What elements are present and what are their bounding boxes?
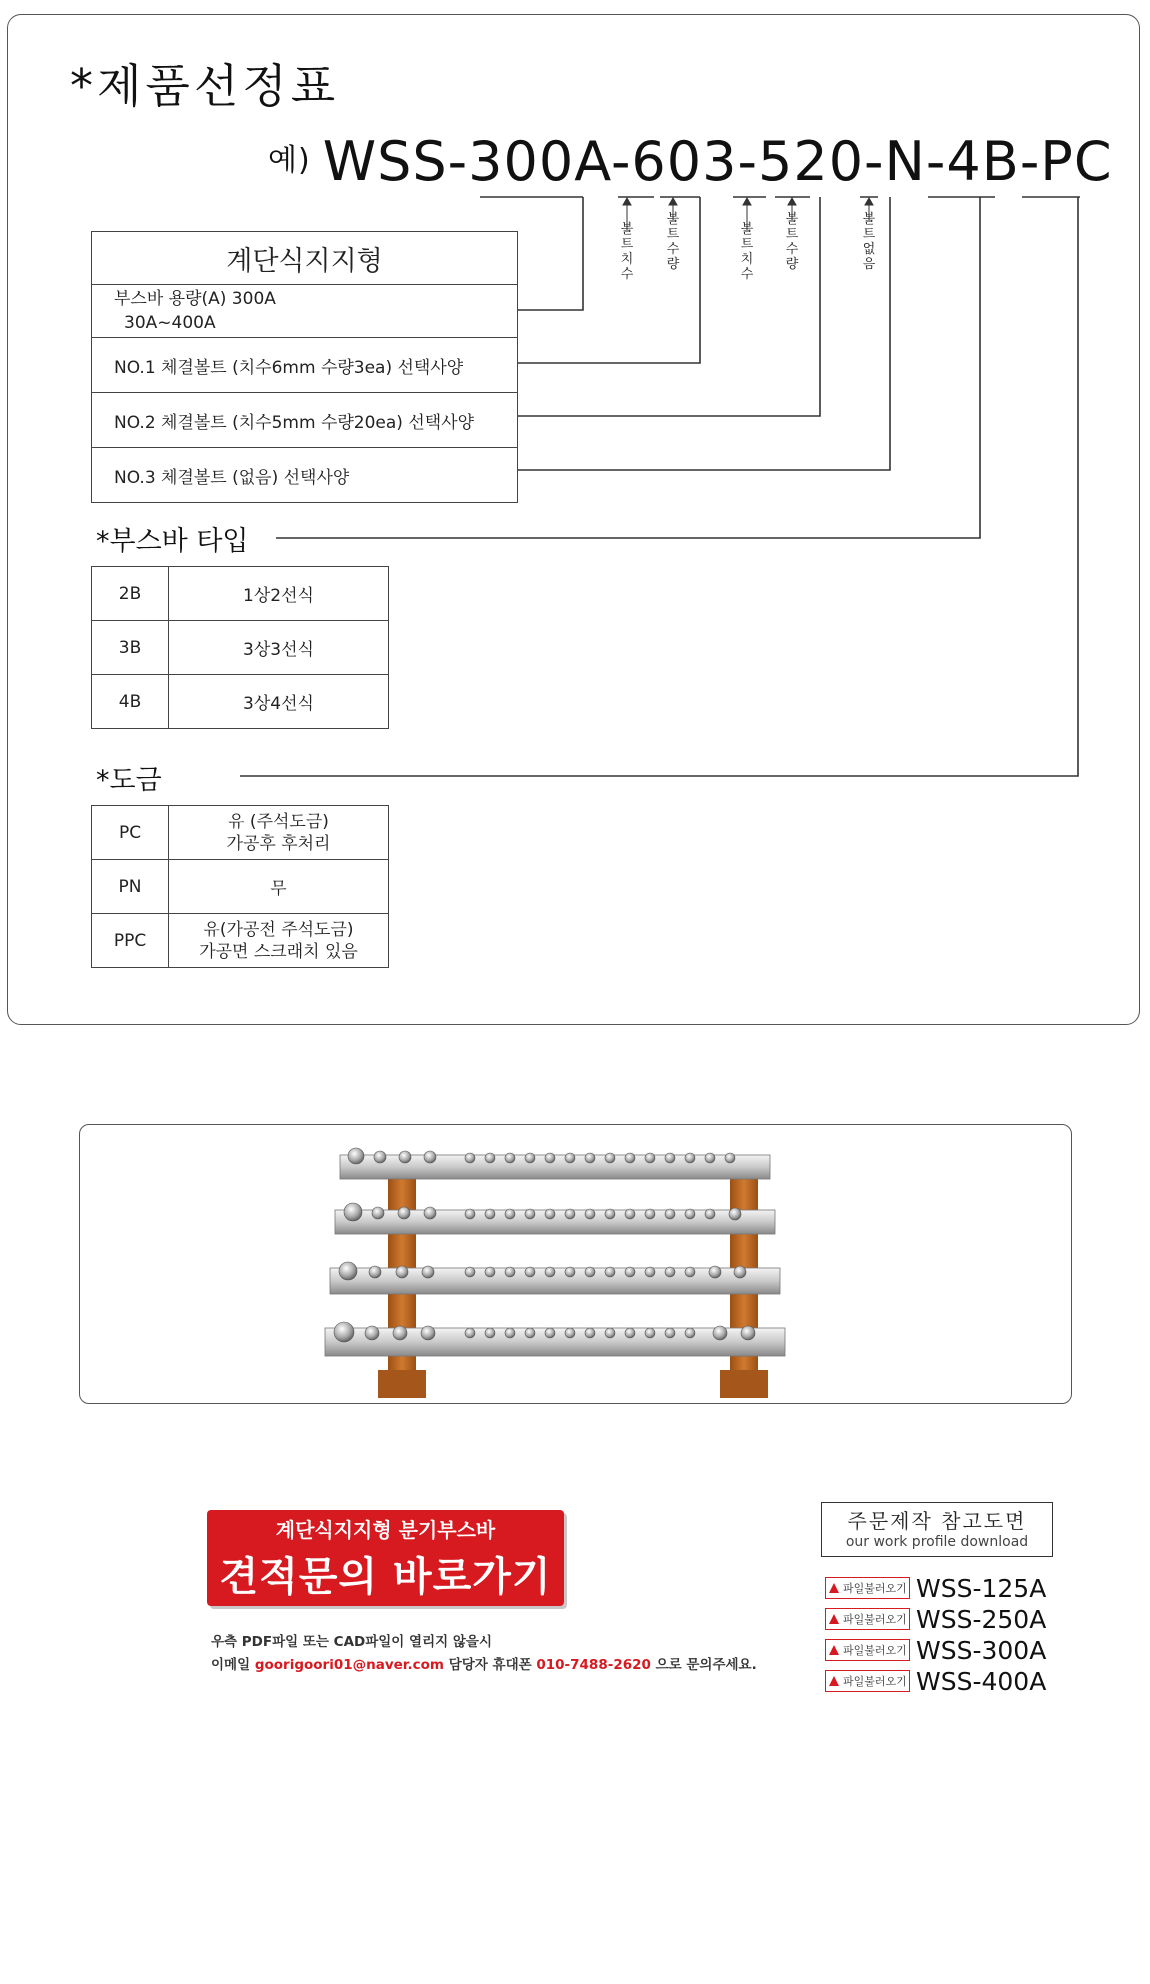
notice-suffix: 으로 문의주세요.	[655, 1657, 757, 1673]
capacity-line2: 30A~400A	[124, 313, 216, 333]
quote-button-line2: 견적문의 바로가기	[219, 1554, 552, 1600]
table-row	[92, 806, 389, 860]
plating-desc: 무	[169, 860, 389, 914]
download-label: 파일불러오기	[843, 1613, 907, 1626]
reference-subtitle: our work profile download	[845, 1534, 1029, 1550]
bolt-label: 볼트수량	[785, 212, 799, 272]
table-row	[92, 860, 389, 914]
spec-table	[91, 231, 518, 503]
capacity-row	[92, 285, 518, 338]
capacity-line1: 부스바 용량(A) 300A	[114, 289, 276, 309]
download-model: WSS-125A	[916, 1573, 1047, 1603]
bolt-option-row: NO.2 체결볼트 (치수5mm 수량20ea) 선택사양	[92, 393, 518, 448]
download-label: 파일불러오기	[843, 1675, 907, 1688]
busbar-code: 2B	[92, 567, 169, 621]
notice-email[interactable]: goorigoori01@naver.com	[254, 1657, 444, 1673]
busbar-type-title: *부스바 타입	[96, 526, 249, 557]
download-button[interactable]	[825, 1670, 910, 1692]
busbar-desc: 3상3선식	[169, 621, 389, 675]
download-label: 파일불러오기	[843, 1582, 907, 1595]
plating-table	[91, 805, 389, 968]
busbar-desc: 3상4선식	[169, 675, 389, 729]
busbar-code: 3B	[92, 621, 169, 675]
example-prefix: 예)	[268, 143, 311, 178]
table-row	[92, 914, 389, 968]
quote-button-line1: 계단식지지형 분기부스바	[275, 1518, 496, 1542]
bolt-option-row: NO.3 체결볼트 (없음) 선택사양	[92, 448, 518, 503]
table-row	[92, 567, 389, 621]
download-model: WSS-400A	[916, 1666, 1047, 1696]
plating-desc: 가공면 스크래치 있음	[199, 941, 358, 962]
bolt-option-row: NO.1 체결볼트 (치수6mm 수량3ea) 선택사양	[92, 338, 518, 393]
notice-email-label: 이메일	[211, 1657, 251, 1673]
busbar-desc: 1상2선식	[169, 567, 389, 621]
plating-code: PC	[92, 806, 169, 860]
bolt-label: 볼트치수	[740, 222, 754, 282]
plating-code: PN	[92, 860, 169, 914]
quote-inquiry-button[interactable]	[207, 1510, 564, 1606]
download-row	[825, 1668, 1046, 1694]
download-model: WSS-300A	[916, 1635, 1047, 1665]
pdf-icon	[828, 1644, 840, 1656]
notice-phone[interactable]: 010-7488-2620	[536, 1657, 651, 1673]
notice-line2	[211, 1653, 757, 1673]
download-row	[825, 1575, 1046, 1601]
reference-title: 주문제작 참고도면	[847, 1509, 1027, 1533]
pdf-icon	[828, 1675, 840, 1687]
download-button[interactable]	[825, 1577, 910, 1599]
bolt-label: 볼트치수	[620, 222, 634, 282]
download-row	[825, 1606, 1046, 1632]
plating-code: PPC	[92, 914, 169, 968]
download-label: 파일불러오기	[843, 1644, 907, 1657]
notice-phone-label: 담당자 휴대폰	[448, 1657, 532, 1673]
busbar-type-table	[91, 566, 389, 729]
busbar-code: 4B	[92, 675, 169, 729]
download-button[interactable]	[825, 1608, 910, 1630]
pdf-icon	[828, 1613, 840, 1625]
download-button[interactable]	[825, 1639, 910, 1661]
bolt-label: 볼트없음	[862, 212, 876, 272]
page-title: *제품선정표	[70, 59, 340, 113]
example-code-text: WSS-300A-603-520-N-4B-PC	[322, 130, 1113, 193]
download-row	[825, 1637, 1046, 1663]
plating-desc: 가공후 후처리	[226, 833, 331, 854]
spec-table-header: 계단식지지형	[92, 232, 518, 285]
bolt-label: 볼트수량	[666, 212, 680, 272]
table-row	[92, 621, 389, 675]
busbar-product-image	[320, 1140, 830, 1405]
download-model: WSS-250A	[916, 1604, 1047, 1634]
plating-desc: 유 (주석도금)	[228, 811, 329, 832]
table-row	[92, 675, 389, 729]
plating-desc: 유(가공전 주석도금)	[203, 919, 354, 940]
notice-line1: 우측 PDF파일 또는 CAD파일이 열리지 않을시	[211, 1634, 492, 1650]
pdf-icon	[828, 1582, 840, 1594]
plating-title: *도금	[96, 765, 162, 796]
reference-drawings-box	[821, 1502, 1053, 1557]
